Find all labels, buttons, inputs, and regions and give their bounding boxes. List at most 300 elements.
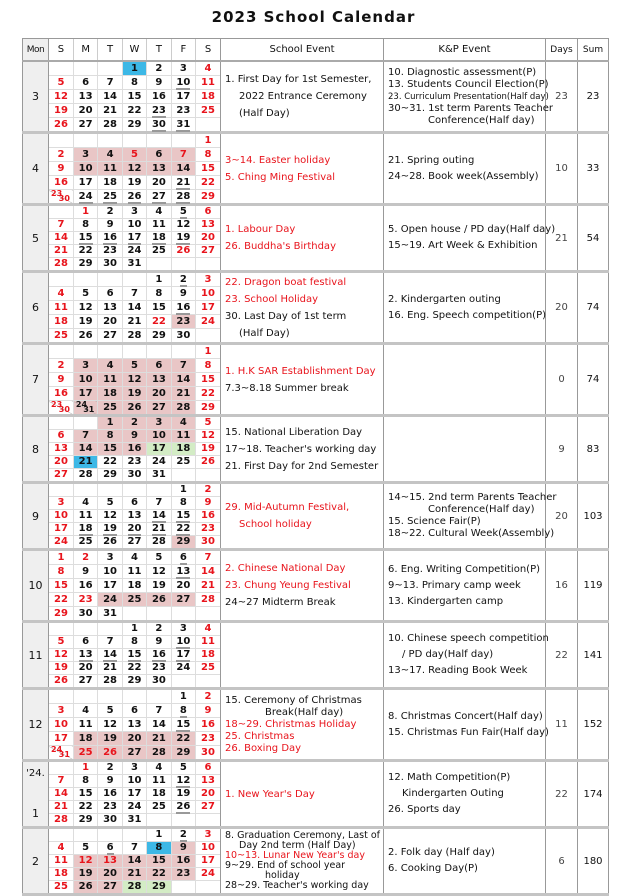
day-number: 7	[57, 775, 65, 786]
day-cell	[122, 718, 146, 732]
day-cell	[171, 76, 195, 90]
day-cell	[196, 443, 220, 456]
day-cell	[196, 345, 220, 359]
day-cell	[196, 190, 220, 204]
event-line: 17~18. Teacher's working day	[225, 443, 377, 455]
day-cell	[98, 345, 122, 359]
kp-event-cell	[384, 344, 546, 416]
day-cell	[147, 801, 171, 814]
day-number: 23	[78, 593, 93, 605]
day-cell	[98, 788, 122, 801]
day-number: 11	[201, 76, 215, 88]
day-cell	[49, 301, 73, 315]
day-cell	[49, 90, 73, 104]
day-cell	[147, 718, 171, 732]
day-cell	[49, 148, 73, 162]
day-cell	[147, 510, 171, 523]
day-cell	[147, 675, 171, 688]
day-cell	[122, 245, 146, 258]
day-cell	[73, 206, 97, 219]
week-row	[49, 273, 220, 287]
day-number: 4	[204, 623, 212, 634]
mini-calendar	[49, 134, 220, 203]
month-days-grid	[49, 205, 221, 272]
day-number: 26	[78, 329, 93, 341]
day-cell	[49, 315, 73, 329]
day-number: 19	[127, 387, 142, 399]
day-cell	[171, 675, 195, 688]
month-label: 12	[23, 689, 49, 761]
day-number: 26	[54, 675, 68, 686]
day-cell	[147, 443, 171, 456]
day-number: 25	[103, 401, 118, 413]
week-row	[49, 565, 220, 579]
day-cell	[122, 855, 146, 868]
day-number: 28	[103, 118, 118, 130]
day-cell	[73, 732, 97, 746]
day-number: 13	[127, 510, 142, 521]
day-number: 1	[155, 829, 163, 840]
event-line: 24~28. Book week(Assembly)	[388, 170, 539, 182]
day-cell	[73, 315, 97, 329]
day-cell	[98, 579, 122, 593]
day-number: 27	[176, 593, 191, 605]
day-cell	[147, 551, 171, 565]
day-number: 5	[106, 497, 114, 508]
day-number: 22	[151, 868, 166, 879]
day-number: 30	[201, 746, 215, 758]
sum-count: 152	[578, 689, 609, 761]
day-number: 12	[127, 373, 142, 385]
day-number: 30	[151, 118, 166, 130]
day-cell	[171, 443, 195, 456]
header-days: Days	[546, 39, 578, 62]
sum-count: 54	[578, 205, 609, 272]
day-number: 25	[54, 329, 68, 341]
event-line: 8. Christmas Concert(Half day)	[388, 710, 543, 722]
day-cell	[196, 258, 220, 271]
day-number: 1	[57, 551, 65, 563]
day-number: 11	[103, 162, 118, 174]
day-cell	[122, 273, 146, 287]
day-number: 8	[130, 636, 138, 647]
month-label: 6	[23, 272, 49, 344]
day-number: 16	[54, 176, 68, 188]
day-number: 25	[78, 536, 93, 547]
day-number: 28	[127, 881, 142, 892]
header-weekday: F	[171, 39, 195, 60]
days-count: 9	[546, 416, 578, 483]
day-cell	[196, 206, 220, 219]
month-row	[23, 689, 609, 761]
day-cell	[98, 258, 122, 271]
day-cell	[196, 881, 220, 894]
day-cell	[171, 829, 195, 842]
day-cell	[196, 551, 220, 565]
month-label: 5	[23, 205, 49, 272]
week-row	[49, 301, 220, 315]
day-cell	[122, 118, 146, 132]
day-number: 6	[82, 76, 90, 88]
day-number: 16	[103, 232, 118, 243]
header-weekday: T	[98, 39, 122, 60]
month-row	[23, 272, 609, 344]
day-number: 21	[103, 662, 118, 673]
day-number: 31	[151, 469, 166, 480]
week-row	[49, 90, 220, 104]
day-cell	[196, 497, 220, 510]
week-row	[49, 842, 220, 855]
day-cell	[196, 732, 220, 746]
week-row	[49, 76, 220, 90]
day-cell	[49, 134, 73, 148]
day-cell	[147, 704, 171, 718]
day-cell	[73, 497, 97, 510]
month-days-grid	[49, 689, 221, 761]
month-label: 2	[23, 828, 49, 895]
day-number: 8	[155, 287, 163, 299]
day-cell	[73, 90, 97, 104]
day-cell	[98, 636, 122, 649]
day-cell	[147, 456, 171, 469]
day-cell	[147, 329, 171, 343]
day-number: 25	[127, 593, 142, 605]
day-cell	[122, 76, 146, 90]
day-number: 23	[51, 400, 63, 409]
day-number: 4	[106, 359, 114, 371]
day-cell	[196, 829, 220, 842]
kp-event-cell	[384, 483, 557, 550]
month-label: 7	[23, 344, 49, 416]
event-line: / PD day(Half day)	[402, 649, 494, 660]
event-line: 10~13. Lunar New Year's day	[225, 850, 365, 861]
day-number: 27	[127, 536, 142, 547]
day-cell	[171, 258, 195, 271]
day-cell	[171, 842, 195, 855]
day-number: 5	[179, 762, 187, 773]
day-cell	[171, 565, 195, 579]
event-line: 10. Diagnostic assessment(P)	[388, 66, 537, 78]
day-number: 19	[103, 523, 118, 534]
day-cell	[171, 62, 195, 76]
day-cell	[171, 704, 195, 718]
day-number: 1	[204, 345, 212, 357]
day-number: 5	[155, 551, 163, 563]
week-row	[49, 788, 220, 801]
school-event-cell	[221, 689, 384, 761]
day-number: 17	[127, 232, 142, 243]
kp-event-cell	[384, 622, 549, 689]
day-number: 8	[106, 430, 114, 441]
day-number: 29	[103, 469, 118, 480]
day-number: 19	[78, 315, 93, 327]
day-cell	[73, 855, 97, 868]
month-days-grid	[49, 272, 221, 344]
day-cell	[49, 636, 73, 649]
day-number: 3	[57, 497, 65, 508]
day-number: 25	[103, 190, 118, 202]
day-cell	[98, 718, 122, 732]
day-number: 19	[176, 232, 191, 243]
day-cell	[49, 718, 73, 732]
day-number: 10	[103, 565, 118, 577]
day-cell	[49, 801, 73, 814]
day-cell	[196, 387, 220, 401]
header-weekday: W	[122, 39, 146, 60]
day-cell	[171, 855, 195, 868]
day-number: 22	[54, 593, 68, 605]
day-cell	[49, 704, 73, 718]
day-cell	[49, 456, 73, 469]
day-number: 13	[201, 775, 215, 786]
day-cell	[73, 373, 97, 387]
event-line: 6. Cooking Day(P)	[388, 863, 478, 874]
day-number: 12	[127, 162, 142, 174]
day-cell	[98, 134, 122, 148]
mini-calendar	[49, 623, 220, 687]
day-number: 6	[204, 206, 212, 217]
day-number: 17	[176, 90, 191, 102]
day-cell	[49, 359, 73, 373]
day-number: 10	[176, 76, 191, 88]
day-number: 2	[155, 623, 163, 634]
day-number: 3	[57, 704, 65, 716]
day-cell	[171, 245, 195, 258]
day-cell	[73, 814, 97, 827]
day-number: 5	[57, 76, 65, 88]
day-cell	[196, 162, 220, 176]
day-cell	[171, 359, 195, 373]
school-event-cell	[221, 272, 384, 344]
day-cell	[122, 607, 146, 621]
day-cell	[49, 76, 73, 90]
day-number: 28	[54, 814, 68, 825]
day-number: 25	[151, 801, 166, 812]
day-cell	[171, 814, 195, 827]
event-line: 1. First Day for 1st Semester,	[225, 74, 372, 85]
day-cell	[122, 258, 146, 271]
day-number: 6	[57, 430, 65, 441]
day-cell	[196, 523, 220, 536]
day-cell	[73, 359, 97, 373]
day-number: 14	[78, 443, 93, 454]
day-number: 9	[179, 842, 187, 853]
day-cell	[73, 788, 97, 801]
event-line: 16. Eng. Speech competition(P)	[388, 309, 547, 321]
day-cell	[49, 345, 73, 359]
day-cell	[98, 90, 122, 104]
day-cell	[73, 579, 97, 593]
day-cell	[196, 801, 220, 814]
week-row	[49, 718, 220, 732]
day-cell	[147, 762, 171, 775]
day-cell	[73, 801, 97, 814]
day-number: 24	[75, 400, 88, 409]
day-cell	[147, 118, 171, 132]
day-cell	[98, 565, 122, 579]
day-number: 25	[54, 881, 68, 892]
day-number: 31	[58, 750, 70, 759]
day-cell	[73, 401, 97, 415]
event-line: 23. Chung Yeung Festival	[225, 580, 351, 591]
day-cell	[171, 593, 195, 607]
day-cell	[49, 829, 73, 842]
day-cell	[147, 649, 171, 662]
day-number: 3	[204, 273, 212, 285]
week-row	[49, 387, 220, 401]
day-cell	[122, 134, 146, 148]
event-line: 1. New Year's Day	[225, 788, 315, 800]
day-number: 9	[179, 287, 187, 299]
day-cell	[49, 417, 73, 430]
day-number: 29	[176, 746, 191, 758]
day-cell	[147, 206, 171, 219]
day-cell	[147, 387, 171, 401]
day-number: 11	[201, 636, 215, 647]
day-cell	[147, 579, 171, 593]
day-cell	[98, 762, 122, 775]
day-number: 12	[176, 775, 191, 786]
day-cell	[98, 401, 122, 415]
event-line: 1. H.K SAR Establishment Day	[225, 365, 376, 377]
day-number: 21	[78, 456, 93, 467]
day-cell	[196, 746, 220, 760]
day-cell	[122, 662, 146, 675]
month-days-grid	[49, 416, 221, 483]
days-count: 11	[546, 689, 578, 761]
day-cell	[147, 636, 171, 649]
day-number: 6	[130, 704, 138, 716]
week-row	[49, 359, 220, 373]
sum-count: 33	[578, 133, 609, 205]
day-cell	[98, 842, 122, 855]
day-cell	[196, 690, 220, 704]
day-cell	[196, 90, 220, 104]
day-number: 23	[176, 315, 191, 327]
event-line: 15~19. Art Week & Exhibition	[388, 240, 538, 251]
day-number: 7	[106, 76, 114, 88]
week-row	[49, 746, 220, 760]
event-line: 26. Sports day	[388, 804, 461, 815]
day-number: 2	[82, 551, 90, 563]
day-cell	[98, 484, 122, 497]
month-row	[23, 61, 609, 133]
day-cell	[196, 510, 220, 523]
day-cell	[49, 690, 73, 704]
day-cell	[73, 536, 97, 549]
day-number: 24	[78, 190, 93, 202]
day-number: 23	[151, 104, 166, 116]
week-row	[49, 258, 220, 271]
day-cell	[122, 206, 146, 219]
event-line: 23. School Holiday	[225, 293, 319, 305]
day-number: 22	[151, 315, 166, 327]
month-label: 8	[23, 416, 49, 483]
day-number: 20	[103, 868, 118, 879]
day-cell	[196, 842, 220, 855]
day-number: 12	[54, 90, 68, 102]
day-cell	[73, 829, 97, 842]
day-cell	[122, 579, 146, 593]
day-cell	[122, 565, 146, 579]
day-number: 11	[176, 430, 191, 441]
day-number: 18	[78, 523, 93, 534]
week-row	[49, 855, 220, 868]
day-cell	[73, 456, 97, 469]
sum-count: 174	[578, 761, 609, 828]
day-cell	[122, 190, 146, 204]
day-cell	[49, 855, 73, 868]
day-number: 28	[151, 536, 166, 547]
day-cell	[73, 430, 97, 443]
day-number: 24	[103, 593, 118, 605]
month-row	[23, 828, 609, 895]
day-cell	[98, 176, 122, 190]
day-cell	[196, 359, 220, 373]
event-line: 2022 Entrance Ceremony	[239, 91, 367, 102]
day-cell	[122, 551, 146, 565]
day-cell	[49, 662, 73, 675]
day-number: 2	[130, 417, 138, 428]
event-line: 15. Ceremony of Christmas	[225, 694, 362, 706]
day-cell	[196, 775, 220, 788]
week-row	[49, 104, 220, 118]
day-cell	[171, 523, 195, 536]
day-number: 26	[127, 190, 142, 202]
day-number: 5	[179, 206, 187, 217]
day-cell	[147, 401, 171, 415]
day-cell	[147, 104, 171, 118]
day-number: 23	[127, 456, 142, 467]
day-number: 16	[151, 649, 166, 660]
day-cell	[73, 593, 97, 607]
event-line: 28~29. Teacher's working day	[225, 880, 369, 891]
day-number: 7	[155, 497, 163, 508]
week-row	[49, 484, 220, 497]
day-cell	[49, 287, 73, 301]
day-cell	[49, 649, 73, 662]
day-cell	[73, 329, 97, 343]
day-number: 5	[130, 148, 138, 160]
day-cell	[171, 329, 195, 343]
day-cell	[147, 855, 171, 868]
event-line: 26. Boxing Day	[225, 742, 302, 754]
day-cell	[147, 623, 171, 636]
day-cell	[196, 636, 220, 649]
event-line: Conference(Half day)	[428, 504, 535, 515]
kp-event-cell	[384, 133, 546, 205]
day-cell	[171, 510, 195, 523]
month-row	[23, 416, 609, 483]
day-number: 2	[204, 484, 212, 495]
event-line: 24~27 Midterm Break	[225, 597, 336, 608]
day-cell	[196, 301, 220, 315]
day-number: 6	[155, 359, 163, 371]
day-cell	[98, 456, 122, 469]
header-weekday: S	[204, 43, 212, 55]
day-cell	[73, 565, 97, 579]
day-cell	[171, 881, 195, 894]
days-count: 22	[546, 622, 578, 689]
day-cell	[147, 301, 171, 315]
day-cell	[73, 176, 97, 190]
day-number: 24	[54, 536, 68, 547]
day-number: 9	[204, 497, 212, 508]
day-cell	[147, 814, 171, 827]
day-cell	[171, 456, 195, 469]
day-number: 6	[106, 287, 114, 299]
day-cell	[49, 219, 73, 232]
